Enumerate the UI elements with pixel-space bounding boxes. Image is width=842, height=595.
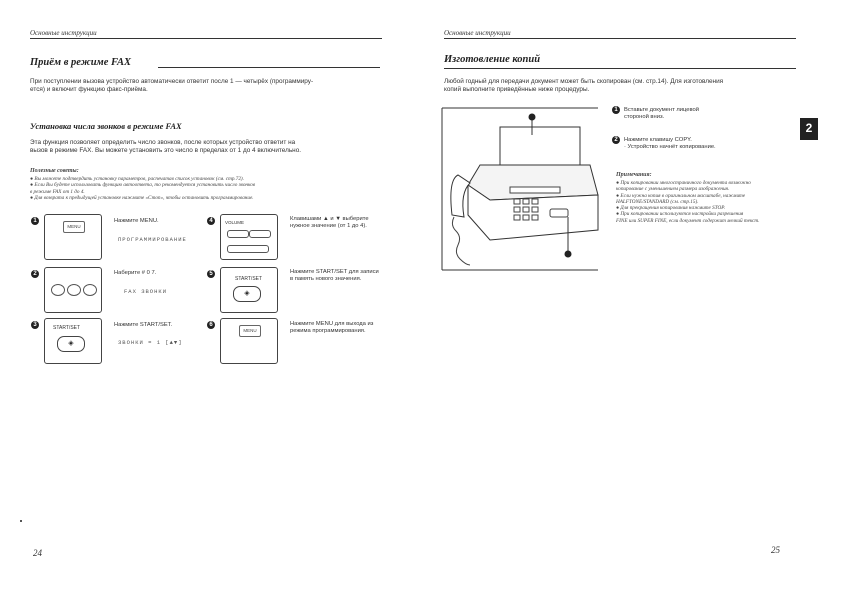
right-title-rule	[444, 68, 796, 69]
right-intro-line: Любой годный для передачи документ может быть скопирован (см. стр.14). Для изготовления	[444, 78, 724, 85]
section-text	[30, 139, 301, 155]
hint-line: в режиме FAX от 1 до 4.	[30, 188, 85, 195]
key-7[interactable]	[83, 284, 97, 296]
step-2-panel	[44, 267, 102, 313]
right-intro	[444, 78, 723, 94]
note-line: ● Для прекращения копирования нажмите STOP.	[616, 205, 726, 212]
step-1-text: Нажмите MENU.	[114, 218, 159, 224]
keypad-key	[532, 199, 538, 204]
keypad-key	[532, 215, 538, 220]
section-title: Установка числа звонков в режиме FAX	[30, 121, 182, 131]
step-5-text: Нажмите START/SET для записи в память нового значения.	[290, 269, 379, 282]
step-1-number: 1	[31, 217, 39, 225]
right-step-2-line: · Устройство начнёт копирование.	[624, 144, 716, 150]
copy-button	[550, 209, 568, 217]
hint-line: ● Вы можете подтвердить установку параметров, распечатав список установок (см. стр.72).	[30, 176, 244, 182]
step-2-display: FAX ЗВОНКИ	[124, 288, 168, 295]
right-page-number: 25	[771, 545, 780, 555]
step-6-panel	[220, 318, 278, 364]
note-line: ● Если нужна копия в оригинальном масштабе, нажмите	[616, 192, 746, 199]
callout-2-marker	[565, 251, 572, 258]
hints-list	[30, 176, 255, 201]
step-3-display: ЗВОНКИ = 1 [▲▼]	[118, 339, 183, 346]
chapter-tab: 2	[800, 118, 818, 140]
menu-key[interactable]: MENU	[239, 325, 261, 337]
document-sheet	[500, 127, 580, 165]
start-set-button[interactable]: ◈	[57, 336, 85, 352]
fax-machine-illustration	[440, 105, 600, 273]
volume-label: VOLUME	[225, 220, 245, 225]
hint-line: ● Если Вы будете использовать функцию автоответа, то рекомендуется установить число звонков	[30, 182, 256, 189]
step-6-text: Нажмите MENU для выхода из режима программирования.	[290, 321, 374, 334]
left-intro-line: При поступлении вызова устройство автоматически ответит после 1 — четырёх (программиру-	[30, 78, 314, 85]
handset-cord	[452, 217, 470, 265]
keypad-key	[514, 215, 520, 220]
step-5-number: 5	[207, 270, 215, 278]
note-line: копирование с уменьшением размера изображения.	[616, 186, 730, 193]
note-line: FINE или SUPER FINE, если документ содержит мелкий текст.	[616, 217, 760, 224]
volume-up-key[interactable]	[249, 230, 271, 238]
step-3-text: Нажмите START/SET.	[114, 322, 173, 328]
right-step-1-line: стороной вниз.	[624, 114, 665, 120]
right-intro-line: копий выполните приведённые ниже процедуры.	[444, 86, 590, 93]
left-page-header: Основные инструкции	[30, 29, 97, 37]
keypad-key	[523, 199, 529, 204]
start-set-label: START/SET	[53, 325, 81, 331]
step-6-number: 6	[207, 321, 215, 329]
start-set-button[interactable]: ◈	[233, 286, 261, 302]
step-3-number: 3	[31, 321, 39, 329]
notes-title: Примечания:	[616, 172, 652, 178]
step-4-panel	[220, 214, 278, 260]
set-key[interactable]	[227, 245, 269, 253]
volume-down-key[interactable]	[227, 230, 249, 238]
step-5-panel	[220, 267, 278, 313]
left-header-rule	[30, 38, 382, 39]
handset	[451, 175, 470, 217]
note-line: ● При копировании многостраничного документа возможно	[616, 180, 751, 186]
fax-display	[510, 187, 560, 193]
keypad-key	[523, 215, 529, 220]
scan-speck	[20, 520, 22, 522]
notes-list	[616, 180, 796, 224]
right-page-title: Изготовление копий	[444, 54, 541, 65]
keypad-key	[514, 199, 520, 204]
left-intro-line: ется) и включит функцию факс-приёма.	[30, 86, 148, 93]
step-1-display: ПРОГРАММИРОВАНИЕ	[118, 236, 187, 243]
hints-title: Полезные советы:	[30, 168, 79, 174]
step-1-panel	[44, 214, 102, 260]
callout-1-marker	[529, 114, 536, 121]
right-step-2-number: 2	[612, 136, 620, 144]
left-title-rule	[158, 67, 380, 68]
fax-body-top	[468, 165, 598, 200]
menu-key[interactable]: MENU	[63, 221, 85, 233]
step-4-text: Клавишами ▲ и ▼ выберите нужное значение (от 1 до 4).	[290, 216, 369, 229]
right-step-2-text	[624, 137, 744, 151]
right-step-1-number: 1	[612, 106, 620, 114]
step-2-number: 2	[31, 270, 39, 278]
right-step-1-text	[624, 107, 734, 121]
step-2-text: Наберите # 0 7.	[114, 270, 157, 276]
note-line: ● При копировании используются настройки разрешения	[616, 211, 744, 218]
note-line: HALFTONE/STANDARD (см. стр.15).	[616, 198, 699, 205]
key-hash[interactable]	[51, 284, 65, 296]
keypad-key	[532, 207, 538, 212]
right-step-2-line: Нажмите клавишу COPY.	[624, 137, 692, 143]
right-page-header: Основные инструкции	[444, 29, 511, 37]
section-text-line: вызов в режиме FAX. Вы можете установить это число в пределах от 1 до 4 включительно.	[30, 147, 302, 154]
section-text-line: Эта функция позволяет определить число звонков, после которых устройство ответит на	[30, 139, 296, 146]
start-set-label: START/SET	[235, 276, 263, 282]
key-0[interactable]	[67, 284, 81, 296]
left-intro	[30, 78, 313, 94]
right-step-1-line: Вставьте документ лицевой	[624, 107, 699, 113]
left-page-title: Приём в режиме FAX	[30, 57, 132, 68]
hint-line: ● Для возврата к предыдущей установке нажмите «Стоп», чтобы остановить программирование.	[30, 194, 254, 201]
keypad-key	[514, 207, 520, 212]
right-header-rule	[444, 38, 796, 39]
left-page-number: 24	[33, 548, 42, 558]
keypad-key	[523, 207, 529, 212]
step-3-panel	[44, 318, 102, 364]
step-4-number: 4	[207, 217, 215, 225]
